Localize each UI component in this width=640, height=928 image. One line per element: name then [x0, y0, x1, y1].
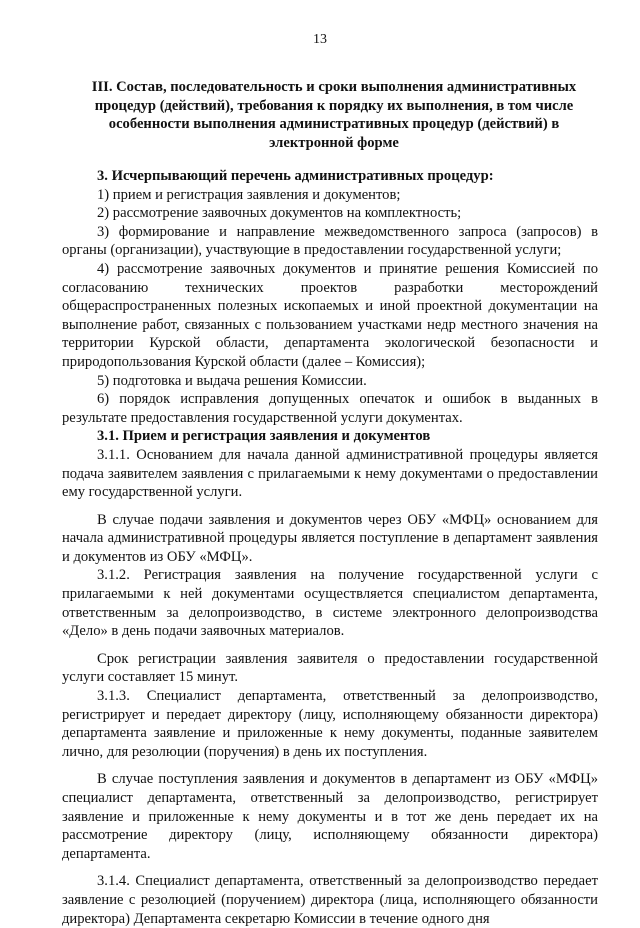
- paragraph-registration-term: Срок регистрации заявления заявителя о предоставлении государственной услуги составляет 15 минут.: [62, 650, 598, 686]
- procedure-item: 3) формирование и направление межведомственного запроса (запросов) в органы (организации), участвующие в предоставлении государственной услуги;: [62, 223, 598, 259]
- procedure-item: 5) подготовка и выдача решения Комиссии.: [97, 372, 367, 389]
- page-number: 13: [313, 32, 327, 47]
- paragraph-3-1-2: 3.1.2. Регистрация заявления на получение государственной услуги с прилагаемыми к ней документами осуществляется специалистом департамента, ответственным за делопроизводство, в системе электронного делопроизводства «Дело» в день подачи заявочных материалов.: [62, 567, 598, 640]
- paragraph-mfc-registration: В случае поступления заявления и документов в департамент из ОБУ «МФЦ» специалист департамента, ответственный за делопроизводство, регистрирует заявление и приложенные к нему документы и в тот же день передает их на рассмотрение директору (лицу, исполняющему обязанности директора) департамента.: [62, 771, 598, 862]
- paragraph-3-1-4: 3.1.4. Специалист департамента, ответственный за делопроизводство передает заявление с резолюцией (поручением) директора (лица, исполняющего обязанности директора) Департамента секретарю Комиссии в течение одного дня: [62, 873, 598, 927]
- procedure-item: 1) прием и регистрация заявления и документов;: [97, 186, 401, 203]
- section-3-heading: 3. Исчерпывающий перечень административных процедур:: [97, 168, 494, 184]
- procedure-item: 2) рассмотрение заявочных документов на комплектность;: [97, 205, 462, 222]
- document-body: [62, 167, 598, 928]
- paragraph-mfc-submission: В случае подачи заявления и документов через ОБУ «МФЦ» основанием для начала административной процедуры является поступление в департамент заявления и документов из ОБУ «МФЦ».: [62, 511, 598, 565]
- procedure-item: 6) порядок исправления допущенных опечаток и ошибок в выданных в результате предоставления государственной услуги документах.: [62, 391, 598, 426]
- procedure-item: 4) рассмотрение заявочных документов и принятие решения Комиссией по согласованию технических проектов разработки месторождений общераспространенных полезных ископаемых и иной проектной документации на выполнение работ, связанных с пользованием участками недр местного значения на территории Курской области, департамента экологической безопасности и природопользования Курской области (далее – Комиссия);: [62, 260, 598, 370]
- paragraph-3-1-3: 3.1.3. Специалист департамента, ответственный за делопроизводство, регистрирует и передает директору (лицу, исполняющему обязанности директора) департамента заявление и приложенные к нему документы, поданные заявителем лично, для резолюции (поручения) в день их поступления.: [62, 688, 598, 760]
- section-title: III. Состав, последовательность и сроки выполнения административных процедур (действий), требования к порядку их выполнения, в том числе особенности выполнения административных процедур (действий) в электронной форме: [91, 79, 577, 151]
- section-3-1-heading: 3.1. Прием и регистрация заявления и документов: [97, 428, 431, 445]
- paragraph-3-1-1: 3.1.1. Основанием для начала данной административной процедуры является подача заявителем заявления с прилагаемыми к нему документами о предоставлении ему государственной услуги.: [62, 446, 598, 501]
